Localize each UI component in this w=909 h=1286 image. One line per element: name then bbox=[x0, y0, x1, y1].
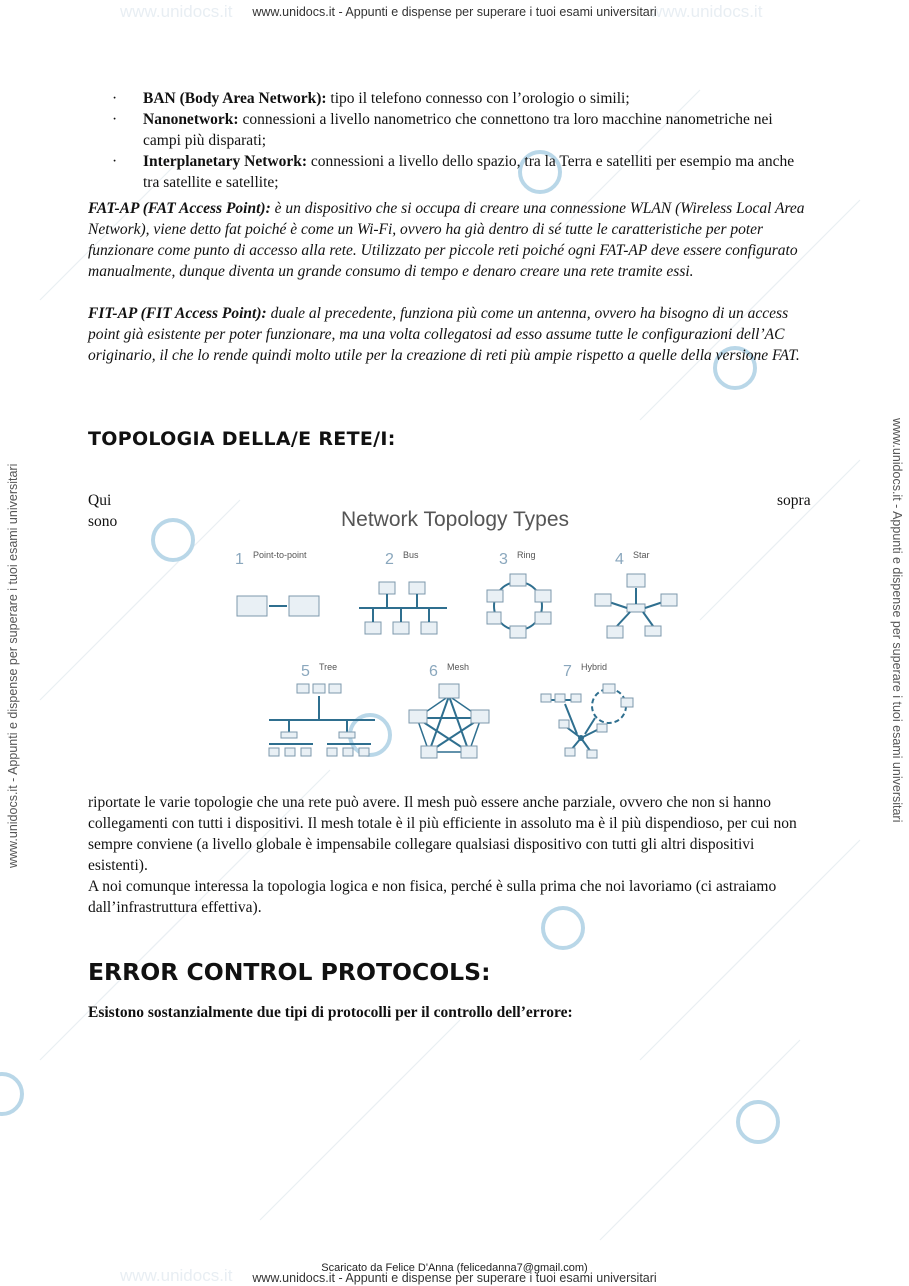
svg-text:7: 7 bbox=[563, 663, 572, 680]
topology-label-star bbox=[615, 550, 650, 568]
intro-word: Qui bbox=[88, 492, 112, 509]
topology-label-tree bbox=[301, 662, 337, 680]
definition: connessioni a livello nanometrico che connettono tra loro macchine nanometriche nei campi più disparati; bbox=[143, 111, 773, 149]
definition: duale al precedente, funziona più come un antenna, ovvero ha bisogno di un access point già esistente per poter funzionare, ma una volta collegatosi ad esso assume tutte le configurazioni dell’AC originario, il che lo rende quindi molto utile per la creazione di reti più ampie rispetto a quelle della versione FAT. bbox=[88, 305, 800, 364]
network-topology-figure bbox=[225, 498, 695, 768]
term: Nanonetwork: bbox=[143, 111, 239, 128]
definition: connessioni a livello dello spazio, tra la Terra e satelliti per esempio ma anche tra satellite e satellite; bbox=[143, 153, 795, 191]
ghost-watermark: www.unidocs.it bbox=[120, 2, 233, 21]
svg-text:2: 2 bbox=[385, 551, 394, 568]
ring-diagram bbox=[487, 574, 551, 638]
definition: tipo il telefono connesso con l’orologio o simili; bbox=[326, 90, 630, 107]
intro-fragment bbox=[88, 490, 117, 532]
ghost-watermark: www.unidocs.it bbox=[120, 1266, 233, 1285]
topology-paragraph: riportate le varie topologie che una rete può avere. Il mesh può essere anche parziale, ovvero che non si hanno collegamenti con tutti i dispositivi. Il mesh totale è il più efficiente in assoluto ma è il più dispendioso, per cui non sempre conviene (a livello globale è impensabile collegare qualsiasi dispositivo con tutti gli altri dispositivi esistenti). bbox=[88, 794, 797, 874]
tree-diagram bbox=[269, 684, 375, 756]
svg-text:5: 5 bbox=[301, 663, 310, 680]
left-watermark: www.unidocs.it - Appunti e dispense per superare i tuoi esami universitari bbox=[6, 463, 20, 868]
topology-logical-paragraph: A noi comunque interessa la topologia logica e non fisica, perché è sulla prima che noi lavoriamo (ci astraiamo dall’infrastruttura effettiva). bbox=[88, 878, 777, 916]
section-heading-topology: TOPOLOGIA DELLA/E RETE/I: bbox=[88, 428, 396, 450]
figure-title: Network Topology Types bbox=[340, 508, 570, 531]
point-to-point-diagram bbox=[237, 596, 319, 616]
topology-label-hybrid bbox=[563, 662, 607, 680]
svg-text:Star: Star bbox=[633, 550, 650, 560]
mesh-diagram bbox=[409, 684, 489, 758]
download-note: Scaricato da Felice D'Anna (felicedanna7@gmail.com) bbox=[321, 1262, 588, 1274]
definition: è un dispositivo che si occupa di creare una connessione WLAN (Wireless Local Area Network), viene detto fat poiché è come un Wi-Fi, ovvero ha già dentro di sé tutte le caratteristiche per poter funzionare come punto di accesso alla rete. Utilizzato per piccole reti poiché ogni FAT-AP deve essere configurato manualmente, dunque diventa un grande consumo di tempo e denaro creare una rete tramite essi. bbox=[88, 200, 805, 280]
ghost-watermark: www.unidocs.it bbox=[650, 2, 763, 21]
fit-ap-paragraph bbox=[88, 303, 818, 366]
star-diagram bbox=[595, 574, 677, 638]
section-heading-error-control: ERROR CONTROL PROTOCOLS: bbox=[88, 958, 491, 986]
error-control-intro: Esistono sostanzialmente due tipi di protocolli per il controllo dell’errore: bbox=[88, 1004, 573, 1021]
svg-text:Point-to-point: Point-to-point bbox=[253, 550, 307, 560]
bus-diagram bbox=[359, 582, 447, 634]
topology-label-mesh bbox=[429, 662, 469, 680]
intro-word: sono bbox=[88, 513, 118, 530]
svg-text:1: 1 bbox=[235, 551, 244, 568]
svg-text:Tree: Tree bbox=[319, 662, 338, 672]
right-watermark: www.unidocs.it - Appunti e dispense per superare i tuoi esami universitari bbox=[890, 418, 904, 823]
svg-text:Mesh: Mesh bbox=[447, 662, 470, 672]
topology-label-bus bbox=[385, 550, 419, 568]
svg-text:Hybrid: Hybrid bbox=[581, 662, 608, 672]
svg-text:6: 6 bbox=[429, 663, 438, 680]
term: FAT-AP (FAT Access Point): bbox=[88, 200, 271, 217]
list-item: · BAN (Body Area Network): tipo il telefono connesso con l’orologio o simili; bbox=[112, 90, 630, 107]
svg-text:4: 4 bbox=[615, 551, 624, 568]
hybrid-diagram bbox=[541, 684, 633, 758]
svg-text:Bus: Bus bbox=[403, 550, 419, 560]
fat-ap-paragraph bbox=[88, 198, 818, 282]
term: Interplanetary Network: bbox=[143, 153, 308, 170]
topology-label-point-to-point bbox=[235, 550, 307, 568]
term: BAN (Body Area Network): bbox=[143, 90, 327, 107]
bottom-watermark: www.unidocs.it - Appunti e dispense per superare i tuoi esami universitari bbox=[252, 1271, 657, 1285]
network-type-list bbox=[112, 88, 812, 193]
term: FIT-AP (FIT Access Point): bbox=[88, 305, 267, 322]
topology-label-ring bbox=[499, 550, 536, 568]
list-item: · Nanonetwork: connessioni a livello nanometrico che connettono tra loro macchine nanometriche nei campi più disparati; bbox=[112, 111, 773, 149]
top-watermark: www.unidocs.it - Appunti e dispense per superare i tuoi esami universitari bbox=[252, 5, 657, 19]
svg-text:Ring: Ring bbox=[517, 550, 536, 560]
list-item: · Interplanetary Network: connessioni a livello dello spazio, tra la Terra e satelliti per esempio ma anche tra satellite e satellite; bbox=[112, 153, 795, 191]
intro-word: sopra bbox=[777, 492, 811, 509]
svg-text:3: 3 bbox=[499, 551, 508, 568]
